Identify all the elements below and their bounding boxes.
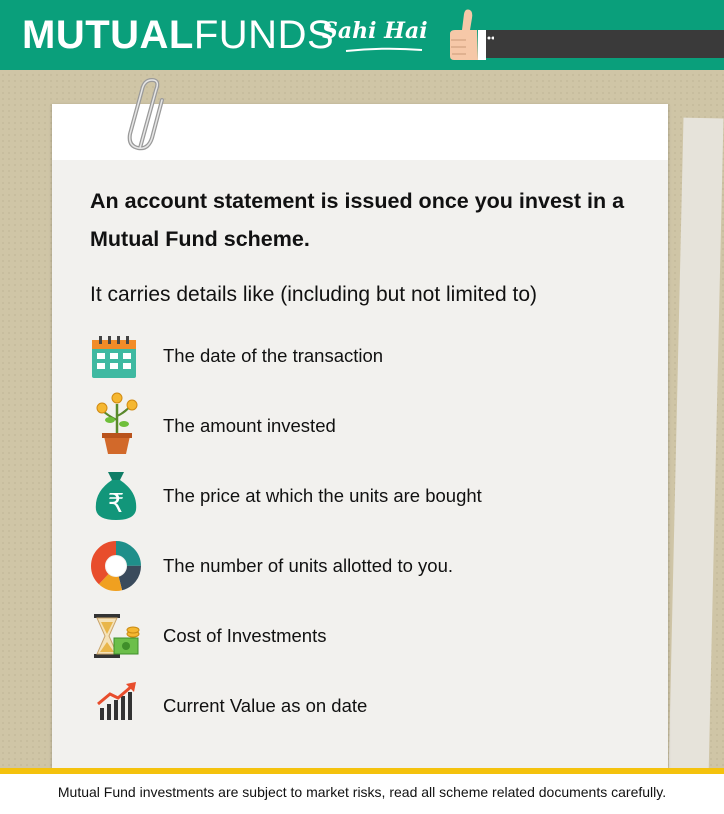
brand-bold-text: MUTUAL: [22, 13, 194, 57]
disclaimer-footer: [0, 768, 724, 814]
rupee-bag-icon: [90, 468, 142, 522]
brand-light-text: FUNDS: [193, 13, 335, 57]
item-label-date: The date of the transaction: [163, 345, 384, 366]
item-label-current-value: Current Value as on date: [163, 695, 368, 716]
risk-disclaimer: Mutual Fund investments are subject to market risks, read all scheme related documents carefully.: [57, 784, 667, 800]
statement-heading: An account statement is issued once you invest in a Mutual Fund scheme.: [90, 189, 625, 251]
item-label-units: The number of units allotted to you.: [163, 555, 454, 576]
svg-text:₹: ₹: [107, 489, 125, 519]
tagline: Sahi Hai: [322, 18, 428, 44]
details-intro: It carries details like (including but not limited to): [90, 283, 538, 306]
calendar-icon: [90, 334, 142, 382]
hourglass-cash-icon: [90, 612, 142, 662]
donut-chart-icon: [90, 540, 142, 592]
brand-logo: [22, 12, 334, 58]
money-plant-icon: [90, 390, 142, 456]
item-label-amount: The amount invested: [163, 415, 336, 436]
item-label-price: The price at which the units are bought: [163, 485, 482, 506]
paperclip-icon: [126, 78, 172, 160]
sleeve-graphic: [484, 30, 724, 58]
growth-chart-icon: [90, 680, 142, 722]
item-label-cost: Cost of Investments: [163, 625, 327, 646]
thumbs-up-icon: [444, 6, 494, 66]
header-banner: [0, 0, 724, 70]
tagline-underline: [344, 46, 424, 54]
